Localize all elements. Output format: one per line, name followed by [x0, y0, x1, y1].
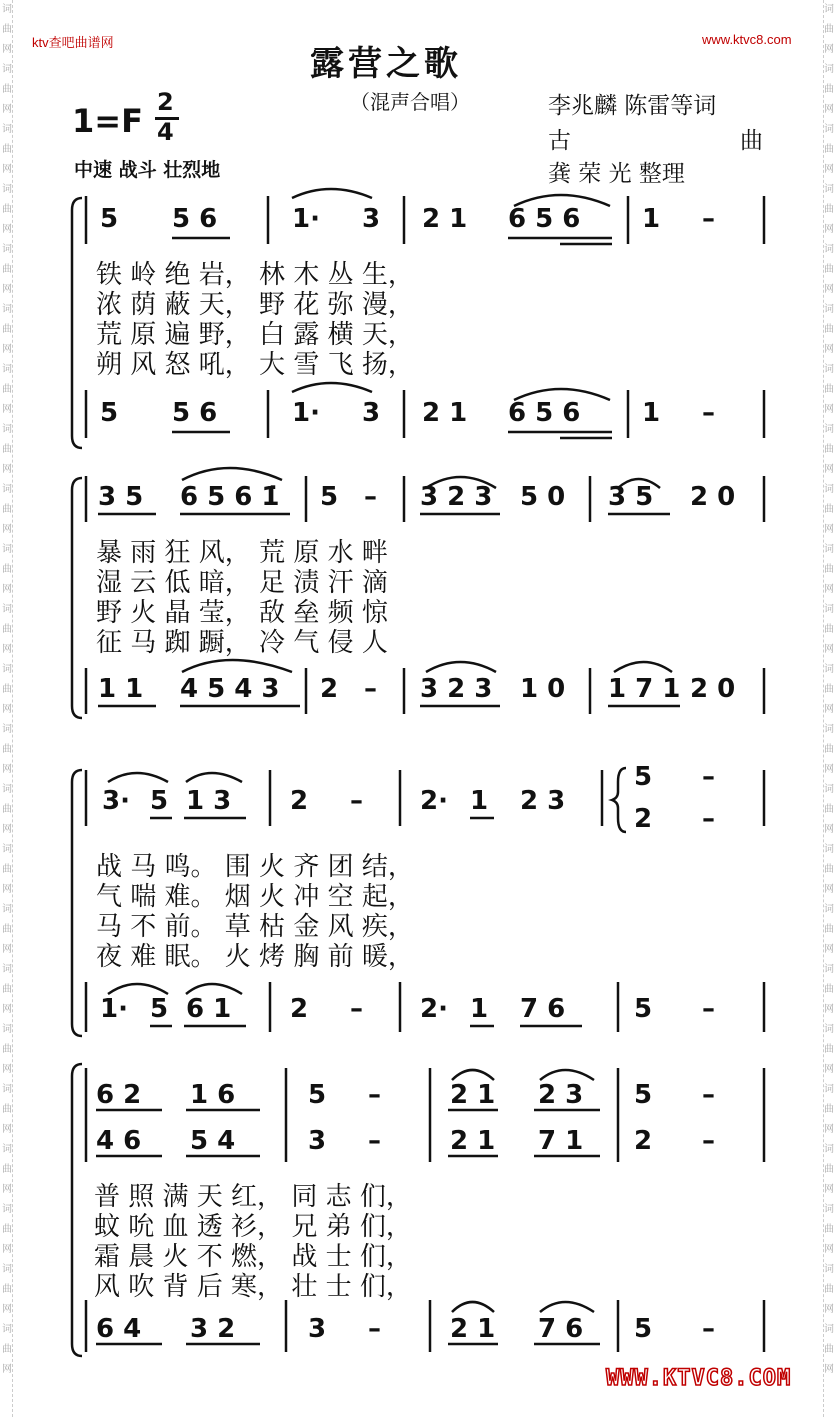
s4-mid-m3a: 2 1 — [450, 1126, 496, 1156]
s4-mid-m1b: 5 4 — [190, 1126, 236, 1156]
s2-bot-m2a: 2 — [320, 674, 339, 704]
s2-top-m3a: 3 2 3 — [420, 482, 493, 512]
s3-end-top-a: 5 — [634, 762, 653, 792]
s4-lyric-1: 普 照 满 天 红， 同 志 们， — [94, 1182, 412, 1212]
s3-end-bot-b: – — [702, 804, 715, 834]
s3-bot-m3b: 1 — [470, 994, 489, 1024]
s2-lyric-3: 野 火 晶 莹， 敌 垒 频 惊 — [96, 598, 388, 628]
s1-lyric-2: 浓 荫 蔽 天， 野 花 弥 漫， — [96, 290, 414, 320]
s4-mid-m4b: – — [702, 1126, 715, 1156]
s3-top-m1b: 5 — [150, 786, 169, 816]
s4-mid-m2a: 3 — [308, 1126, 327, 1156]
s3-bot-m1a: 1· — [100, 994, 128, 1024]
s2-bot-m3b: 1 0 — [520, 674, 566, 704]
s1-bot-m3a: 2 1 — [422, 398, 468, 428]
s4-bot-m4a: 5 — [634, 1314, 653, 1344]
s3-bot-m1c: 6 1 — [186, 994, 232, 1024]
s1-bot-m4a: 1 — [642, 398, 661, 428]
s1-lyric-3: 荒 原 遍 野， 白 露 横 天， — [96, 320, 414, 350]
credit-music-1: 古 — [548, 128, 571, 154]
s4-top-m3a: 2 1 — [450, 1080, 496, 1110]
s2-top-m4b: 2 0 — [690, 482, 736, 512]
s3-bot-m4b: – — [702, 994, 715, 1024]
subtitle: （混声合唱） — [350, 90, 470, 114]
footer-logo: WWW.KTVC8.COM — [606, 1366, 792, 1391]
s1-bot-m2b: 3 — [362, 398, 381, 428]
key-signature: 1=F — [72, 102, 143, 140]
s3-top-m1c: 1 3 — [186, 786, 232, 816]
s4-mid-m3b: 7 1 — [538, 1126, 584, 1156]
s1-bot-m2a: 1· — [292, 398, 320, 428]
s2-lyric-1: 暴 雨 狂 风， 荒 原 水 畔 — [96, 538, 388, 568]
s2-bot-m3a: 3 2 3 — [420, 674, 493, 704]
s4-top-m2a: 5 — [308, 1080, 327, 1110]
s4-top-m1b: 1 6 — [190, 1080, 236, 1110]
s3-bot-m2b: – — [350, 994, 363, 1024]
credit-music-2: 曲 — [740, 128, 763, 154]
tempo-marking: 中速 战斗 壮烈地 — [74, 159, 221, 181]
s4-bot-m2b: – — [368, 1314, 381, 1344]
s1-top-m4b: – — [702, 204, 715, 234]
s1-bot-m1a: 5 — [100, 398, 119, 428]
s3-top-m3c: 2 3 — [520, 786, 566, 816]
s2-bot-m4a: 1 7 1 — [608, 674, 681, 704]
s1-top-m2b: 3 — [362, 204, 381, 234]
s4-mid-m1a: 4 6 — [96, 1126, 142, 1156]
s4-bot-m3b: 7 6 — [538, 1314, 584, 1344]
s1-top-m1b: 5 6 — [172, 204, 218, 234]
s4-bot-m3a: 2 1 — [450, 1314, 496, 1344]
s3-bot-m3a: 2· — [420, 994, 448, 1024]
left-side-watermark: 词曲网词曲网词曲网词曲网词曲网词曲网词曲网词曲网词曲网词曲网词曲网词曲网词曲网词曲网词曲网词曲网词曲网词曲网词曲网词曲网词曲网词曲网词曲网 — [2, 4, 12, 1375]
time-bottom: 4 — [157, 118, 174, 146]
s4-lyric-2: 蚊 吮 血 透 衫， 兄 弟 们， — [94, 1212, 412, 1242]
s4-top-m4a: 5 — [634, 1080, 653, 1110]
s3-bot-m3c: 7 6 — [520, 994, 566, 1024]
s3-top-m2a: 2 — [290, 786, 309, 816]
s3-top-m3a: 2· — [420, 786, 448, 816]
s3-bot-m1b: 5 — [150, 994, 169, 1024]
s3-bot-m2a: 2 — [290, 994, 309, 1024]
s1-bot-m3b: 6 5 6 — [508, 398, 581, 428]
s4-bot-m4b: – — [702, 1314, 715, 1344]
s3-end-top-b: – — [702, 762, 715, 792]
s1-bot-m4b: – — [702, 398, 715, 428]
s4-lyric-4: 风 吹 背 后 寒， 壮 士 们， — [94, 1272, 412, 1302]
s2-top-m3b: 5 0 — [520, 482, 566, 512]
s4-top-m1a: 6 2 — [96, 1080, 142, 1110]
s3-end-bot-a: 2 — [634, 804, 653, 834]
s4-top-m4b: – — [702, 1080, 715, 1110]
credit-arranger: 龚 荣 光 整理 — [548, 161, 685, 187]
s3-top-m3b: 1 — [470, 786, 489, 816]
s2-top-m1b: 6 5 6 1̇ — [180, 482, 280, 512]
s4-top-m2b: – — [368, 1080, 381, 1110]
s3-lyric-3: 马 不 前。 草 枯 金 风 疾， — [96, 912, 414, 942]
s1-top-m3b: 6 5 6 — [508, 204, 581, 234]
time-top: 2 — [157, 88, 174, 116]
s3-lyric-2: 气 喘 难。 烟 火 冲 空 起， — [96, 882, 414, 912]
s2-bot-m1b: 4 5 4 3 — [180, 674, 280, 704]
s1-top-m4a: 1 — [642, 204, 661, 234]
page-title: 露营之歌 — [310, 44, 462, 84]
s2-top-m2a: 5 — [320, 482, 339, 512]
watermark-right: www.ktvc8.com — [702, 32, 792, 47]
s2-lyric-4: 征 马 踟 蹰， 冷 气 侵 人 — [96, 628, 388, 658]
right-side-watermark: 词曲网词曲网词曲网词曲网词曲网词曲网词曲网词曲网词曲网词曲网词曲网词曲网词曲网词曲网词曲网词曲网词曲网词曲网词曲网词曲网词曲网词曲网词曲网 — [824, 4, 834, 1375]
s1-top-m2a: 1· — [292, 204, 320, 234]
s4-bot-m1b: 3 2 — [190, 1314, 236, 1344]
s3-top-m1a: 3· — [102, 786, 130, 816]
s4-mid-m4a: 2 — [634, 1126, 653, 1156]
s1-bot-m1b: 5 6 — [172, 398, 218, 428]
s2-top-m1a: 3 5 — [98, 482, 144, 512]
s2-lyric-2: 湿 云 低 暗， 足 渍 汗 滴 — [96, 568, 388, 598]
watermark-left: ktv查吧曲谱网 — [32, 35, 114, 50]
s1-top-m3a: 2 1 — [422, 204, 468, 234]
s4-bot-m2a: 3 — [308, 1314, 327, 1344]
s2-bot-m1a: 1 1 — [98, 674, 144, 704]
s4-lyric-3: 霜 晨 火 不 燃， 战 士 们， — [94, 1242, 412, 1272]
s4-bot-m1a: 6 4 — [96, 1314, 142, 1344]
s2-bot-m4b: 2 0 — [690, 674, 736, 704]
s4-mid-m2b: – — [368, 1126, 381, 1156]
s1-lyric-1: 铁 岭 绝 岩， 林 木 丛 生， — [96, 260, 414, 290]
s3-lyric-4: 夜 难 眠。 火 烤 胸 前 暖， — [96, 942, 414, 972]
s3-bot-m4a: 5 — [634, 994, 653, 1024]
s3-top-m2b: – — [350, 786, 363, 816]
s3-lyric-1: 战 马 鸣。 围 火 齐 团 结， — [96, 852, 414, 882]
s1-top-m1a: 5 — [100, 204, 119, 234]
s2-bot-m2b: – — [364, 674, 377, 704]
s4-top-m3b: 2 3 — [538, 1080, 584, 1110]
s2-top-m4a: 3 5 — [608, 482, 654, 512]
s1-lyric-4: 朔 风 怒 吼， 大 雪 飞 扬， — [96, 350, 414, 380]
s2-top-m2b: – — [364, 482, 377, 512]
credit-lyrics: 李兆麟 陈雷等词 — [548, 93, 717, 119]
